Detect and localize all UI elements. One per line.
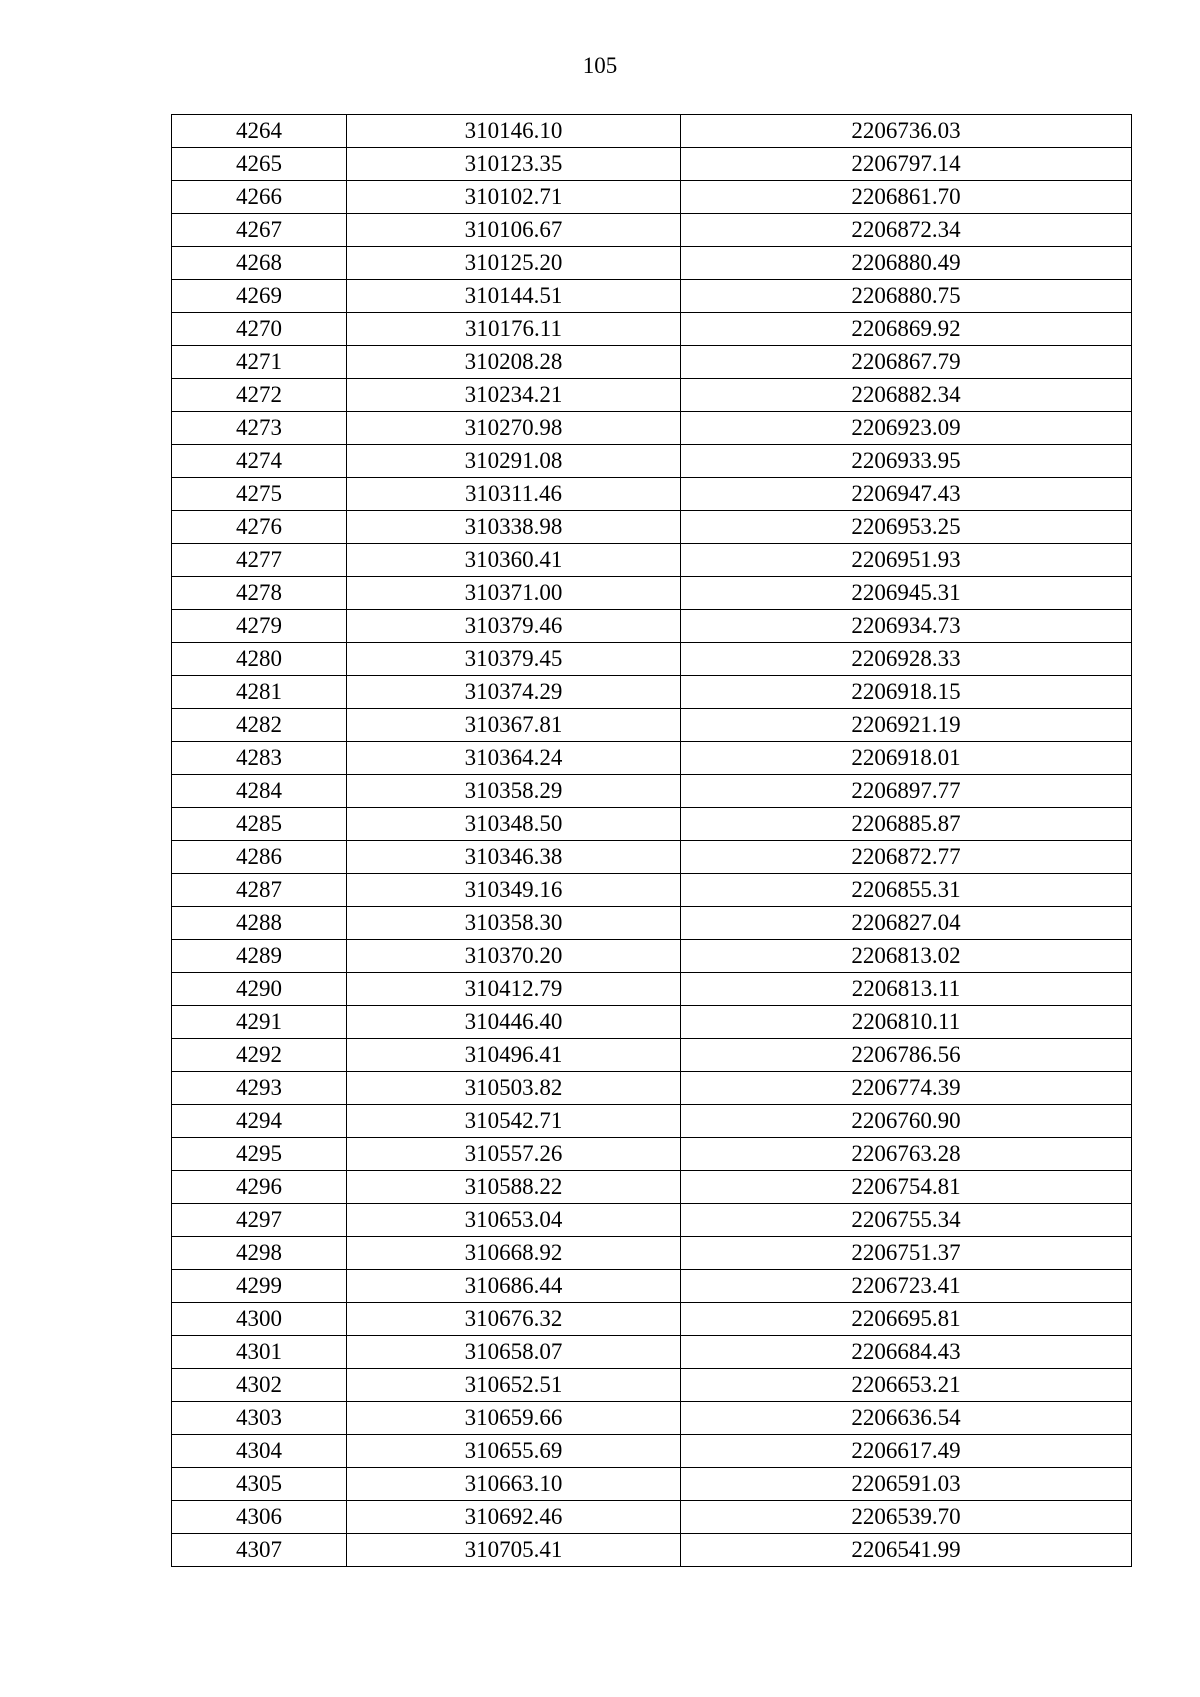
table-row	[172, 1006, 1132, 1039]
x-coordinate-cell: 310663.10	[347, 1468, 681, 1501]
y-coordinate-cell: 2206539.70	[681, 1501, 1132, 1534]
point-number-cell: 4277	[172, 544, 347, 577]
x-coordinate-cell: 310676.32	[347, 1303, 681, 1336]
table-row	[172, 940, 1132, 973]
y-coordinate-cell: 2206880.75	[681, 280, 1132, 313]
x-coordinate-cell: 310557.26	[347, 1138, 681, 1171]
point-number-cell: 4283	[172, 742, 347, 775]
y-coordinate-cell: 2206774.39	[681, 1072, 1132, 1105]
y-coordinate-cell: 2206827.04	[681, 907, 1132, 940]
y-coordinate-cell: 2206923.09	[681, 412, 1132, 445]
table-row	[172, 775, 1132, 808]
y-coordinate-cell: 2206736.03	[681, 115, 1132, 148]
table-row	[172, 577, 1132, 610]
table-row	[172, 478, 1132, 511]
x-coordinate-cell: 310412.79	[347, 973, 681, 1006]
point-number-cell: 4266	[172, 181, 347, 214]
table-row	[172, 610, 1132, 643]
table-row	[172, 1270, 1132, 1303]
y-coordinate-cell: 2206810.11	[681, 1006, 1132, 1039]
point-number-cell: 4282	[172, 709, 347, 742]
point-number-cell: 4299	[172, 1270, 347, 1303]
x-coordinate-cell: 310705.41	[347, 1534, 681, 1567]
point-number-cell: 4295	[172, 1138, 347, 1171]
table-row	[172, 808, 1132, 841]
point-number-cell: 4264	[172, 115, 347, 148]
table-row	[172, 1105, 1132, 1138]
y-coordinate-cell: 2206684.43	[681, 1336, 1132, 1369]
point-number-cell: 4298	[172, 1237, 347, 1270]
table-row	[172, 445, 1132, 478]
table-row	[172, 874, 1132, 907]
x-coordinate-cell: 310496.41	[347, 1039, 681, 1072]
x-coordinate-cell: 310358.30	[347, 907, 681, 940]
x-coordinate-cell: 310358.29	[347, 775, 681, 808]
table-row	[172, 1336, 1132, 1369]
point-number-cell: 4285	[172, 808, 347, 841]
point-number-cell: 4289	[172, 940, 347, 973]
x-coordinate-cell: 310348.50	[347, 808, 681, 841]
table-row	[172, 214, 1132, 247]
x-coordinate-cell: 310658.07	[347, 1336, 681, 1369]
table-row	[172, 1534, 1132, 1567]
y-coordinate-cell: 2206653.21	[681, 1369, 1132, 1402]
point-number-cell: 4269	[172, 280, 347, 313]
y-coordinate-cell: 2206723.41	[681, 1270, 1132, 1303]
point-number-cell: 4267	[172, 214, 347, 247]
table-row	[172, 511, 1132, 544]
x-coordinate-cell: 310668.92	[347, 1237, 681, 1270]
table-row	[172, 346, 1132, 379]
x-coordinate-cell: 310270.98	[347, 412, 681, 445]
coordinates-table	[171, 114, 1132, 1567]
page-number: 105	[582, 53, 618, 78]
table-row	[172, 1072, 1132, 1105]
x-coordinate-cell: 310655.69	[347, 1435, 681, 1468]
point-number-cell: 4303	[172, 1402, 347, 1435]
y-coordinate-cell: 2206813.02	[681, 940, 1132, 973]
y-coordinate-cell: 2206885.87	[681, 808, 1132, 841]
point-number-cell: 4284	[172, 775, 347, 808]
y-coordinate-cell: 2206934.73	[681, 610, 1132, 643]
table-body	[172, 115, 1132, 1567]
y-coordinate-cell: 2206921.19	[681, 709, 1132, 742]
x-coordinate-cell: 310146.10	[347, 115, 681, 148]
x-coordinate-cell: 310652.51	[347, 1369, 681, 1402]
point-number-cell: 4281	[172, 676, 347, 709]
table-row	[172, 544, 1132, 577]
point-number-cell: 4270	[172, 313, 347, 346]
y-coordinate-cell: 2206861.70	[681, 181, 1132, 214]
y-coordinate-cell: 2206918.15	[681, 676, 1132, 709]
table-row	[172, 1138, 1132, 1171]
x-coordinate-cell: 310588.22	[347, 1171, 681, 1204]
x-coordinate-cell: 310311.46	[347, 478, 681, 511]
table-row	[172, 379, 1132, 412]
point-number-cell: 4279	[172, 610, 347, 643]
point-number-cell: 4271	[172, 346, 347, 379]
y-coordinate-cell: 2206945.31	[681, 577, 1132, 610]
y-coordinate-cell: 2206751.37	[681, 1237, 1132, 1270]
point-number-cell: 4272	[172, 379, 347, 412]
point-number-cell: 4302	[172, 1369, 347, 1402]
y-coordinate-cell: 2206869.92	[681, 313, 1132, 346]
y-coordinate-cell: 2206786.56	[681, 1039, 1132, 1072]
y-coordinate-cell: 2206951.93	[681, 544, 1132, 577]
y-coordinate-cell: 2206933.95	[681, 445, 1132, 478]
point-number-cell: 4305	[172, 1468, 347, 1501]
x-coordinate-cell: 310125.20	[347, 247, 681, 280]
table-row	[172, 1501, 1132, 1534]
x-coordinate-cell: 310208.28	[347, 346, 681, 379]
x-coordinate-cell: 310371.00	[347, 577, 681, 610]
point-number-cell: 4296	[172, 1171, 347, 1204]
x-coordinate-cell: 310123.35	[347, 148, 681, 181]
table-row	[172, 247, 1132, 280]
table-row	[172, 412, 1132, 445]
point-number-cell: 4288	[172, 907, 347, 940]
point-number-cell: 4306	[172, 1501, 347, 1534]
table-row	[172, 1402, 1132, 1435]
x-coordinate-cell: 310692.46	[347, 1501, 681, 1534]
x-coordinate-cell: 310659.66	[347, 1402, 681, 1435]
table-row	[172, 1468, 1132, 1501]
point-number-cell: 4265	[172, 148, 347, 181]
table-row	[172, 841, 1132, 874]
y-coordinate-cell: 2206813.11	[681, 973, 1132, 1006]
point-number-cell: 4290	[172, 973, 347, 1006]
x-coordinate-cell: 310503.82	[347, 1072, 681, 1105]
point-number-cell: 4300	[172, 1303, 347, 1336]
table-row	[172, 1237, 1132, 1270]
point-number-cell: 4273	[172, 412, 347, 445]
x-coordinate-cell: 310338.98	[347, 511, 681, 544]
y-coordinate-cell: 2206947.43	[681, 478, 1132, 511]
point-number-cell: 4301	[172, 1336, 347, 1369]
y-coordinate-cell: 2206541.99	[681, 1534, 1132, 1567]
point-number-cell: 4287	[172, 874, 347, 907]
table-row	[172, 313, 1132, 346]
table-row	[172, 115, 1132, 148]
point-number-cell: 4291	[172, 1006, 347, 1039]
y-coordinate-cell: 2206754.81	[681, 1171, 1132, 1204]
x-coordinate-cell: 310349.16	[347, 874, 681, 907]
x-coordinate-cell: 310176.11	[347, 313, 681, 346]
x-coordinate-cell: 310367.81	[347, 709, 681, 742]
table-row	[172, 1303, 1132, 1336]
y-coordinate-cell: 2206755.34	[681, 1204, 1132, 1237]
point-number-cell: 4286	[172, 841, 347, 874]
point-number-cell: 4275	[172, 478, 347, 511]
x-coordinate-cell: 310374.29	[347, 676, 681, 709]
x-coordinate-cell: 310346.38	[347, 841, 681, 874]
table-row	[172, 907, 1132, 940]
x-coordinate-cell: 310364.24	[347, 742, 681, 775]
point-number-cell: 4276	[172, 511, 347, 544]
table-row	[172, 1039, 1132, 1072]
y-coordinate-cell: 2206617.49	[681, 1435, 1132, 1468]
table-row	[172, 280, 1132, 313]
table-row	[172, 181, 1132, 214]
x-coordinate-cell: 310106.67	[347, 214, 681, 247]
table-row	[172, 676, 1132, 709]
y-coordinate-cell: 2206872.34	[681, 214, 1132, 247]
y-coordinate-cell: 2206636.54	[681, 1402, 1132, 1435]
x-coordinate-cell: 310446.40	[347, 1006, 681, 1039]
point-number-cell: 4294	[172, 1105, 347, 1138]
y-coordinate-cell: 2206918.01	[681, 742, 1132, 775]
x-coordinate-cell: 310653.04	[347, 1204, 681, 1237]
y-coordinate-cell: 2206855.31	[681, 874, 1132, 907]
y-coordinate-cell: 2206797.14	[681, 148, 1132, 181]
y-coordinate-cell: 2206880.49	[681, 247, 1132, 280]
y-coordinate-cell: 2206591.03	[681, 1468, 1132, 1501]
x-coordinate-cell: 310379.46	[347, 610, 681, 643]
x-coordinate-cell: 310379.45	[347, 643, 681, 676]
table-row	[172, 1204, 1132, 1237]
point-number-cell: 4307	[172, 1534, 347, 1567]
table-row	[172, 1369, 1132, 1402]
point-number-cell: 4293	[172, 1072, 347, 1105]
table-row	[172, 1171, 1132, 1204]
y-coordinate-cell: 2206953.25	[681, 511, 1132, 544]
table-row	[172, 643, 1132, 676]
x-coordinate-cell: 310370.20	[347, 940, 681, 973]
y-coordinate-cell: 2206897.77	[681, 775, 1132, 808]
point-number-cell: 4304	[172, 1435, 347, 1468]
x-coordinate-cell: 310686.44	[347, 1270, 681, 1303]
table-row	[172, 973, 1132, 1006]
table-row	[172, 709, 1132, 742]
y-coordinate-cell: 2206695.81	[681, 1303, 1132, 1336]
y-coordinate-cell: 2206760.90	[681, 1105, 1132, 1138]
point-number-cell: 4278	[172, 577, 347, 610]
y-coordinate-cell: 2206872.77	[681, 841, 1132, 874]
y-coordinate-cell: 2206763.28	[681, 1138, 1132, 1171]
x-coordinate-cell: 310542.71	[347, 1105, 681, 1138]
table-row	[172, 148, 1132, 181]
point-number-cell: 4274	[172, 445, 347, 478]
x-coordinate-cell: 310360.41	[347, 544, 681, 577]
table-row	[172, 742, 1132, 775]
point-number-cell: 4292	[172, 1039, 347, 1072]
y-coordinate-cell: 2206928.33	[681, 643, 1132, 676]
x-coordinate-cell: 310291.08	[347, 445, 681, 478]
point-number-cell: 4297	[172, 1204, 347, 1237]
point-number-cell: 4280	[172, 643, 347, 676]
table-row	[172, 1435, 1132, 1468]
y-coordinate-cell: 2206867.79	[681, 346, 1132, 379]
y-coordinate-cell: 2206882.34	[681, 379, 1132, 412]
x-coordinate-cell: 310144.51	[347, 280, 681, 313]
x-coordinate-cell: 310102.71	[347, 181, 681, 214]
x-coordinate-cell: 310234.21	[347, 379, 681, 412]
point-number-cell: 4268	[172, 247, 347, 280]
